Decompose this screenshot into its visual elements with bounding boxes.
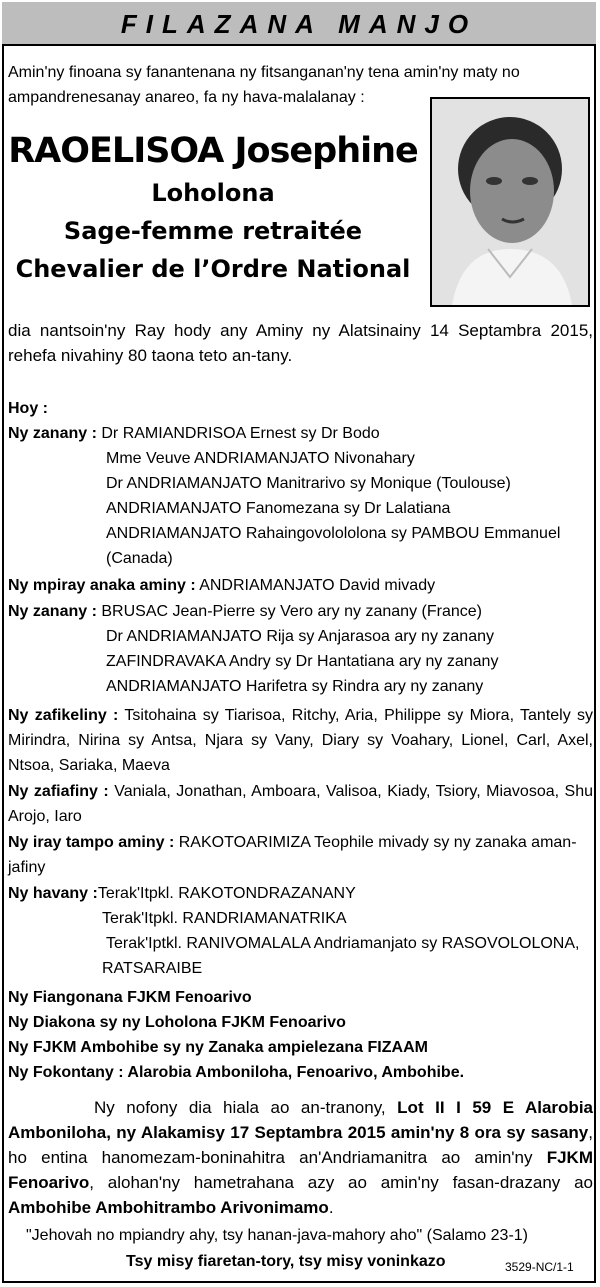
list-item: Ny Fokontany : Alarobia Amboniloha, Fenoarivo, Ambohibe. — [8, 1064, 465, 1081]
deceased-title-3: Chevalier de l’Ordre National — [15, 255, 411, 283]
intro-text: Amin'ny finoana sy fanantenana ny fitsanganan'ny tena amin'ny maty no ampandrenesanay anareo, fa ny hava-malalanay : — [8, 64, 520, 106]
relation-label: Ny iray tampo aminy : — [8, 834, 175, 851]
bible-quote: "Jehovah no mpiandry ahy, tsy hanan-java-mahory aho" (Salamo 23-1) — [26, 1227, 528, 1244]
list-item: Ny FJKM Ambohibe sy ny Zanaka ampielezana FIZAAM — [8, 1039, 428, 1056]
list-item — [8, 421, 593, 446]
relation-label: Ny havany : — [8, 885, 98, 902]
list-item — [8, 599, 593, 624]
relation-value: BRUSAC Jean-Pierre sy Vero ary ny zanany (France) — [101, 603, 482, 620]
death-notice: dia nantsoin'ny Ray hody any Aminy ny Alatsinainy 14 Septambra 2015, rehefa nivahiny 80 taona teto an-tany. — [8, 321, 593, 365]
hoy-label: Hoy : — [8, 400, 48, 417]
iray-tampo-section — [8, 830, 593, 880]
relation-label: Ny zanany : — [8, 603, 97, 620]
zanany-section-1 — [8, 421, 593, 571]
closing-line: Tsy misy fiaretan-tory, tsy misy voninkazo — [126, 1253, 446, 1270]
portrait-image — [432, 99, 588, 305]
list-item: ZAFINDRAVAKA Andry sy Dr Hantatiana ary ny zanany — [106, 653, 499, 670]
funeral-burial-place: Ambohibe Ambohitrambo Arivonimamo — [8, 1198, 329, 1217]
list-item: Terak'Iptkl. RANIVOMALALA Andriamanjato sy RASOVOLOLONA, — [106, 935, 580, 952]
deceased-title-2: Sage-femme retraitée — [63, 217, 363, 245]
list-item: ANDRIAMANJATO Rahaingovolololona sy PAMBOU Emmanuel — [106, 525, 561, 542]
list-item: (Canada) — [106, 550, 173, 567]
relation-value: Vaniala, Jonathan, Amboara, Valisoa, Kiady, Tsiory, Miavosoa, Shu Arojo, Iaro — [8, 783, 594, 825]
funeral-text-2: , ho entina hanomezam-boninahitra an'Andriamanitra ao amin'ny — [8, 1123, 593, 1167]
funeral-text-3: , alohan'ny hametrahana azy ao amin'ny fasan-drazany ao — [89, 1173, 593, 1192]
zanany-section-2 — [8, 599, 593, 699]
relation-value: Tsitohaina sy Tiarisoa, Ritchy, Aria, Philippe sy Miora, Tantely sy Mirindra, Nirina sy Antsa, Njara sy Vany, Diary sy Voahary, Lionel, Carl, Axel, Ntsoa, Sariaka, Maeva — [8, 707, 593, 774]
list-item: Mme Veuve ANDRIAMANJATO Nivonahary — [106, 450, 415, 467]
relation-label: Ny zafikeliny : — [8, 707, 119, 724]
relation-label: Ny zafiafiny : — [8, 783, 109, 800]
list-item: Dr ANDRIAMANJATO Rija sy Anjarasoa ary ny zanany — [106, 628, 494, 645]
relation-value: Dr RAMIANDRISOA Ernest sy Dr Bodo — [101, 425, 380, 442]
funeral-text-4: . — [328, 1198, 334, 1217]
deceased-photo — [430, 97, 590, 307]
funeral-church: FJKM Fenoarivo — [8, 1148, 593, 1192]
mpiray-section — [8, 573, 593, 598]
deceased-name: RAOELISOA Josephine — [8, 131, 418, 171]
list-item: Terak'Itpkl. RANDRIAMANATRIKA — [102, 910, 347, 927]
funeral-address: Lot II I 59 E Alarobia Amboniloha, ny Alakamisy 17 Septambra 2015 amin'ny 8 ora sy sasany — [8, 1098, 593, 1142]
relation-label: Ny mpiray anaka aminy : — [8, 577, 196, 594]
list-item: ANDRIAMANJATO Fanomezana sy Dr Lalatiana — [106, 500, 451, 517]
reference-code: 3529-NC/1-1 — [505, 1260, 574, 1274]
relation-label: Ny zanany : — [8, 425, 97, 442]
deceased-name-block — [8, 128, 418, 288]
funeral-paragraph — [8, 1095, 593, 1220]
relation-value: Terak'Itpkl. RAKOTONDRAZANANY — [97, 885, 356, 902]
relation-value: ANDRIAMANJATO David mivady — [199, 577, 436, 594]
list-item: Ny Diakona sy ny Loholona FJKM Fenoarivo — [8, 1014, 346, 1031]
list-item: Dr ANDRIAMANJATO Manitrarivo sy Monique (Toulouse) — [106, 475, 511, 492]
zafiafiny-section — [8, 779, 593, 829]
notice-header: FILAZANA MANJO — [2, 2, 596, 46]
list-item: Ny Fiangonana FJKM Fenoarivo — [8, 989, 252, 1006]
list-item: ANDRIAMANJATO Harifetra sy Rindra ary ny zanany — [106, 678, 484, 695]
zafikeliny-section — [8, 703, 593, 778]
havany-section — [8, 881, 593, 981]
list-item: RATSARAIBE — [102, 960, 203, 977]
deceased-title-1: Loholona — [151, 179, 275, 207]
hoy-heading — [8, 396, 593, 421]
bold-lines — [8, 985, 593, 1085]
list-item — [8, 881, 593, 906]
relation-value: RAKOTOARIMIZA Teophile mivady sy ny zanaka aman-jafiny — [8, 834, 577, 876]
funeral-text-1: Ny nofony dia hiala ao an-tranony, — [94, 1098, 398, 1117]
